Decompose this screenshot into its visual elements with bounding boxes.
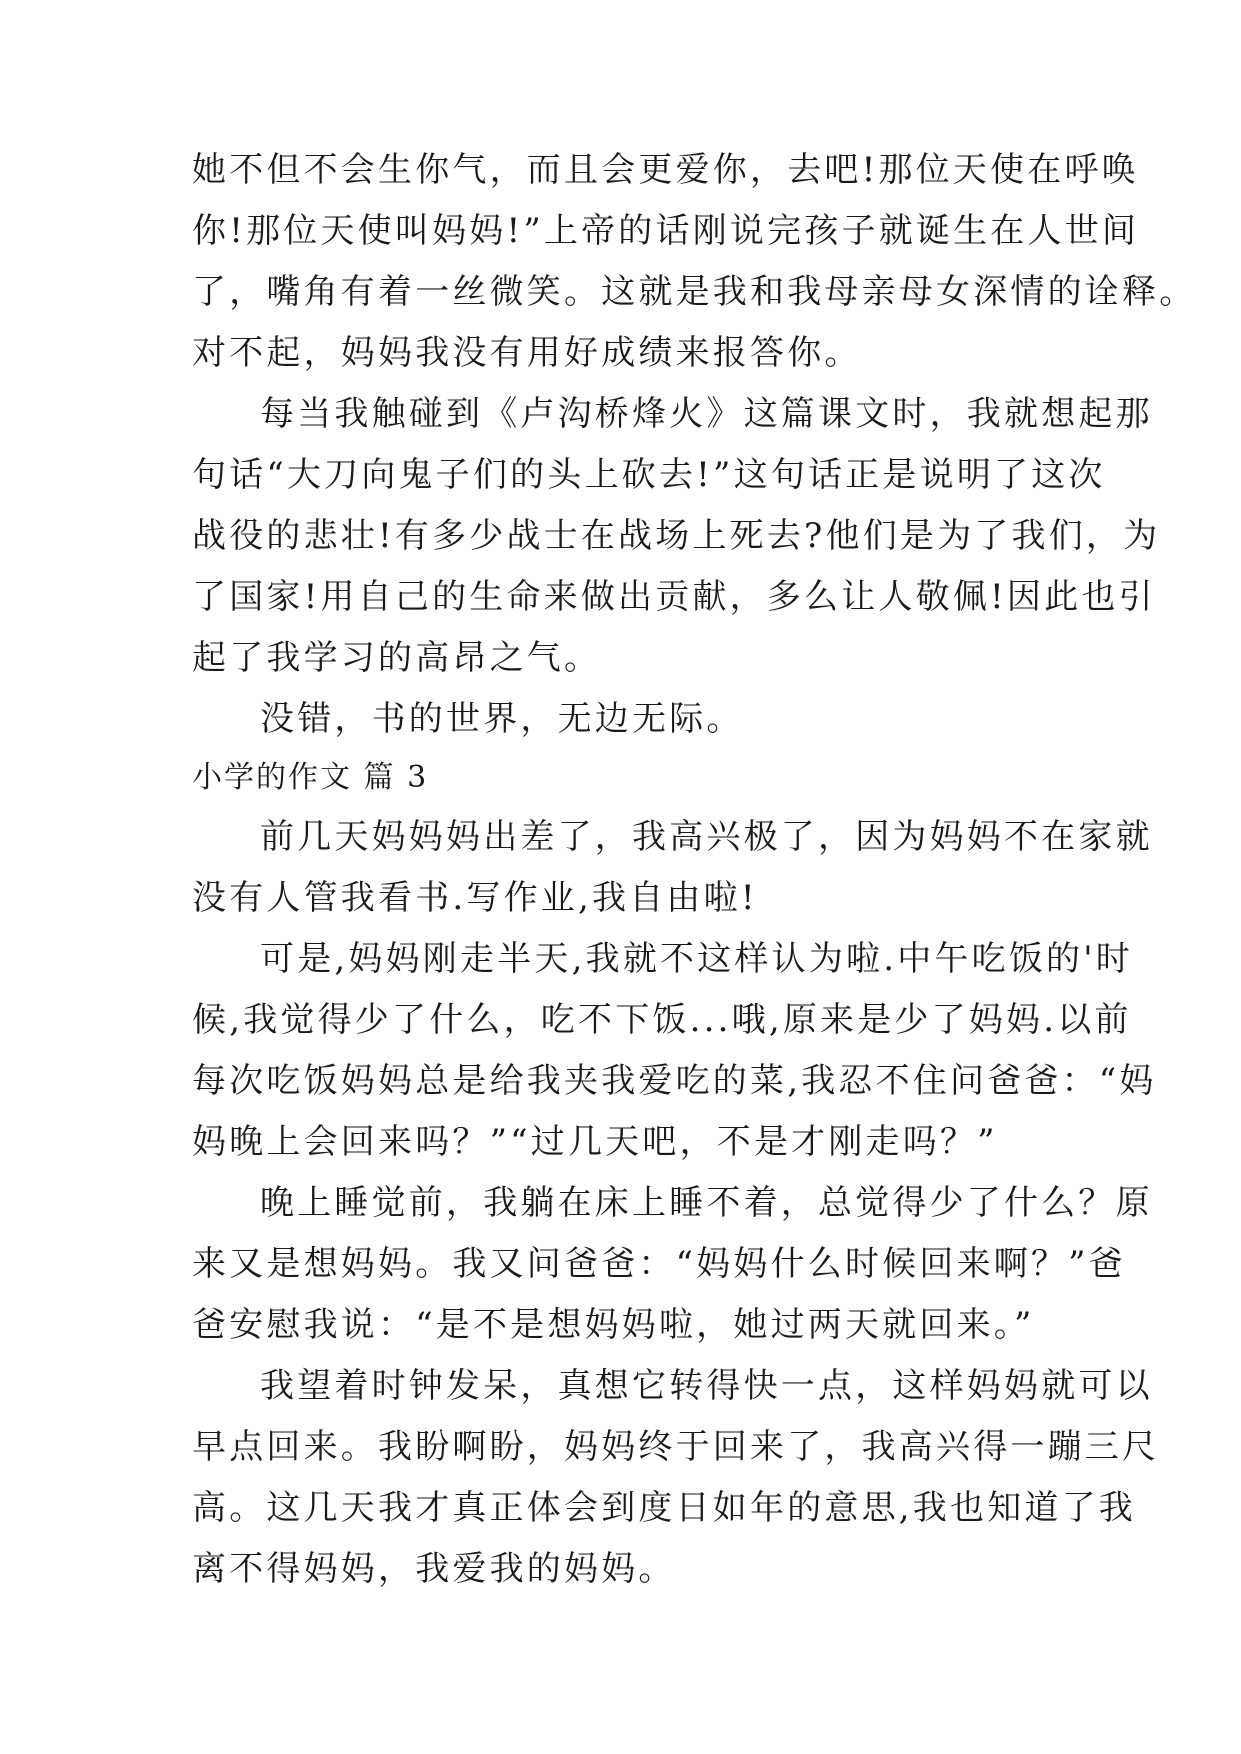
text-line: 高。这几天我才真正体会到度日如年的意思,我也知道了我 (192, 1488, 1137, 1528)
text-line: 离不得妈妈，我爱我的妈妈。 (192, 1549, 676, 1589)
text-line: 你!那位天使叫妈妈!”上帝的话刚说完孩子就诞生在人世间 (192, 211, 1140, 251)
section-heading: 小学的作文 篇 3 (192, 760, 429, 795)
text-line: 来又是想妈妈。我又问爸爸：“妈妈什么时候回来啊？”爸 (192, 1244, 1126, 1284)
text-line: 战役的悲壮!有多少战士在战场上死去?他们是为了我们，为 (192, 516, 1161, 556)
paragraph-first-line: 可是,妈妈刚走半天,我就不这样认为啦.中午吃饭的'时 (260, 939, 1133, 979)
text-line: 对不起，妈妈我没有用好成绩来报答你。 (192, 333, 862, 373)
paragraph-first-line: 没错，书的世界，无边无际。 (260, 699, 744, 739)
paragraph-first-line: 晚上睡觉前，我躺在床上睡不着，总觉得少了什么？原 (260, 1183, 1153, 1223)
paragraph-first-line: 我望着时钟发呆，真想它转得快一点，这样妈妈就可以 (260, 1366, 1153, 1406)
paragraph-first-line: 每当我触碰到《卢沟桥烽火》这篇课文时，我就想起那 (260, 394, 1153, 434)
text-line: 她不但不会生你气，而且会更爱你，去吧!那位天使在呼唤 (192, 150, 1139, 190)
text-line: 没有人管我看书.写作业,我自由啦! (192, 878, 758, 918)
text-line: 爸安慰我说：“是不是想妈妈啦，她过两天就回来。” (192, 1305, 1035, 1345)
text-line: 妈晚上会回来吗？”“过几天吧，不是才刚走吗？” (192, 1122, 998, 1162)
text-line: 早点回来。我盼啊盼，妈妈终于回来了，我高兴得一蹦三尺 (192, 1427, 1160, 1467)
text-line: 了，嘴角有着一丝微笑。这就是我和我母亲母女深情的诠释。 (192, 272, 1197, 312)
text-line: 起了我学习的高昂之气。 (192, 638, 602, 678)
text-line: 每次吃饭妈妈总是给我夹我爱吃的菜,我忍不住问爸爸：“妈 (192, 1061, 1157, 1101)
text-line: 了国家!用自己的生命来做出贡献，多么让人敬佩!因此也引 (192, 577, 1156, 617)
text-line: 候,我觉得少了什么，吃不下饭...哦,原来是少了妈妈.以前 (192, 1000, 1132, 1040)
text-line: 句话“大刀向鬼子们的头上砍去!”这句话正是说明了这次 (192, 455, 1106, 495)
paragraph-first-line: 前几天妈妈妈出差了，我高兴极了，因为妈妈不在家就 (260, 817, 1153, 857)
